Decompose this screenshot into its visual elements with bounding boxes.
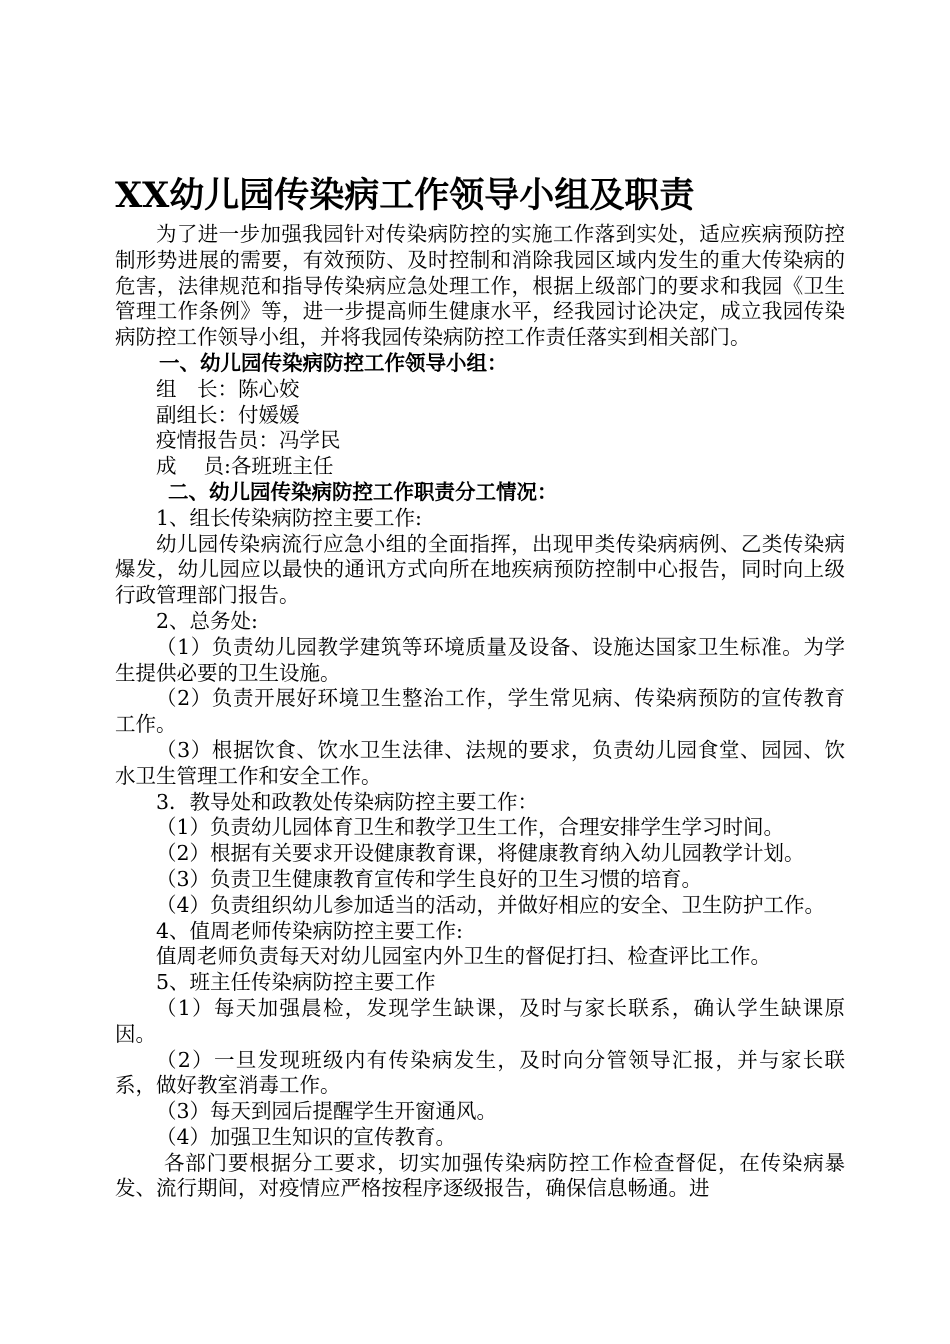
duty-paragraph: （1）每天加强晨检，发现学生缺课，及时与家长联系，确认学生缺课原因。 <box>115 995 845 1046</box>
duty-paragraph: 1、组长传染病防控主要工作: <box>156 505 422 530</box>
duty-paragraph: 4、值周老师传染病防控主要工作: <box>156 918 463 943</box>
duty-paragraph: 3．教导处和政教处传染病防控主要工作： <box>156 789 539 814</box>
duty-paragraph: （3）负责卫生健康教育宣传和学生良好的卫生习惯的培育。 <box>156 866 703 891</box>
member-line: 副组长：付媛媛 <box>156 402 300 427</box>
duties-list <box>115 506 845 1203</box>
duty-paragraph: （3）每天到园后提醒学生开窗通风。 <box>156 1099 498 1124</box>
member-line: 成 员:各班班主任 <box>156 454 334 479</box>
intro-paragraph: 为了进一步加强我园针对传染病防控的实施工作落到实处，适应疾病预防控制形势进展的需要，有效预防、及时控制和消除我园区域内发生的重大传染病的危害，法律规范和指导传染病应急处理工作，根据上级部门的要求和我园《卫生管理工作条例》等，进一步提高师生健康水平，经我园讨论决定，成立我园传染病防控工作领导小组，并将我园传染病防控工作责任落实到相关部门。 <box>115 222 845 350</box>
section1-heading: 一、幼儿园传染病防控工作领导小组： <box>159 350 508 375</box>
duty-paragraph: （4）加强卫生知识的宣传教育。 <box>156 1124 457 1149</box>
duty-paragraph: （1）负责幼儿园体育卫生和教学卫生工作，合理安排学生学习时间。 <box>156 815 785 840</box>
duty-paragraph: （3）根据饮食、饮水卫生法律、法规的要求，负责幼儿园食堂、园园、饮水卫生管理工作和安全工作。 <box>115 737 845 788</box>
duty-paragraph: 各部门要根据分工要求，切实加强传染病防控工作检查督促，在传染病暴发、流行期间，对疫情应严格按程序逐级报告，确保信息畅通。进 <box>115 1150 845 1201</box>
document-body <box>115 222 845 1202</box>
member-line: 组 长：陈心姣 <box>156 376 300 401</box>
member-line: 疫情报告员：冯学民 <box>156 428 341 453</box>
document-title: XX幼儿园传染病工作领导小组及职责 <box>115 175 695 216</box>
duty-paragraph: （1）负责幼儿园教学建筑等环境质量及设备、设施达国家卫生标准。为学生提供必要的卫生设施。 <box>115 634 845 685</box>
duty-paragraph: 2、总务处: <box>156 608 258 633</box>
duty-paragraph: 5、班主任传染病防控主要工作 <box>156 970 436 995</box>
duty-paragraph: 值周老师负责每天对幼儿园室内外卫生的督促打扫、检查评比工作。 <box>156 944 771 969</box>
duty-paragraph: （4）负责组织幼儿参加适当的活动，并做好相应的安全、卫生防护工作。 <box>156 892 826 917</box>
section2-heading: 二、幼儿园传染病防控工作职责分工情况： <box>168 479 558 504</box>
duty-paragraph: （2）根据有关要求开设健康教育课，将健康教育纳入幼儿园教学计划。 <box>156 841 805 866</box>
duty-paragraph: （2）一旦发现班级内有传染病发生，及时向分管领导汇报，并与家长联系，做好教室消毒工作。 <box>115 1047 845 1098</box>
duty-paragraph: 幼儿园传染病流行应急小组的全面指挥，出现甲类传染病病例、乙类传染病爆发，幼儿园应以最快的通讯方式向所在地疾病预防控制中心报告，同时向上级行政管理部门报告。 <box>115 531 845 608</box>
duty-paragraph: （2）负责开展好环境卫生整治工作，学生常见病、传染病预防的宣传教育工作。 <box>115 686 845 737</box>
